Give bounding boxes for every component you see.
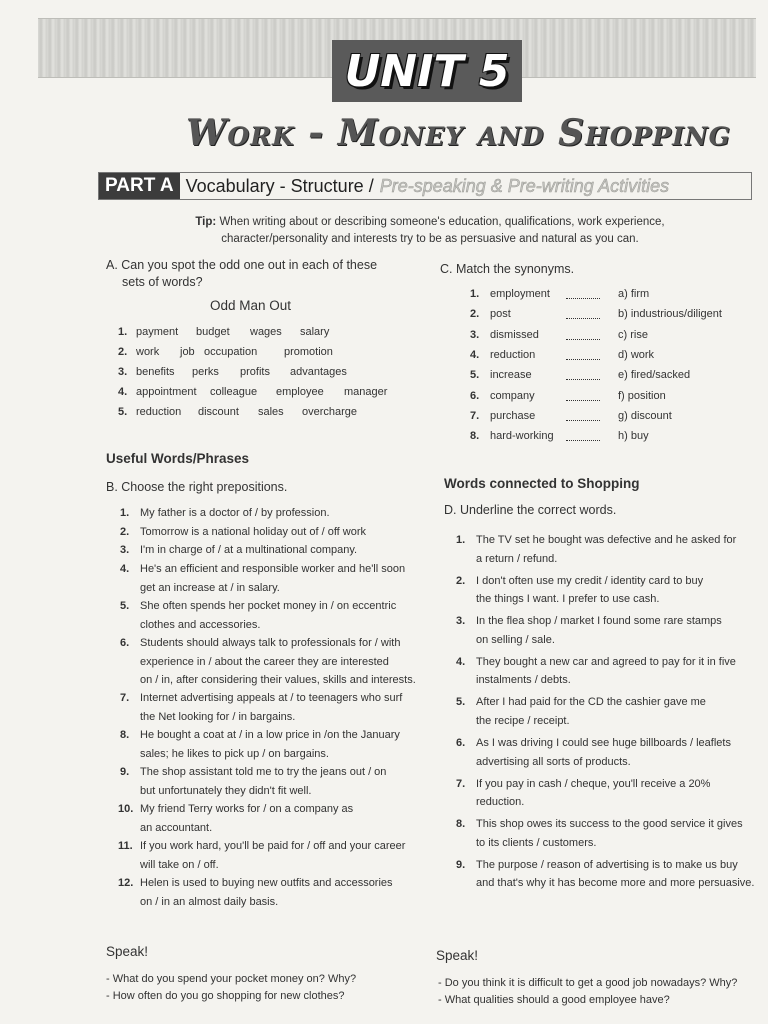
section-b-heading: B. Choose the right prepositions. (106, 480, 288, 494)
odd-word: salary (300, 326, 330, 338)
answer-blank (566, 371, 600, 380)
item-line: This shop owes its success to the good service it gives (476, 818, 743, 831)
item-line: instalments / debts. (476, 674, 571, 687)
item-number: 4. (456, 655, 466, 668)
exercise-item (120, 689, 450, 726)
item-number: 10. (118, 803, 134, 816)
tip-box (190, 214, 670, 248)
synonym-row (470, 430, 760, 448)
odd-word: appointment (136, 386, 197, 398)
item-line: As I was driving I could see huge billboards / leaflets (476, 737, 731, 749)
page-title: Work - Money and Shopping (186, 112, 731, 154)
synonym-option: f) position (618, 389, 666, 402)
odd-word: budget (196, 326, 230, 338)
item-line: I don't often use my credit / identity card to buy (476, 574, 704, 587)
row-number: 5. (470, 369, 480, 382)
exercise-item (456, 572, 768, 609)
odd-row (118, 366, 418, 382)
synonym-option: d) work (618, 348, 655, 361)
synonym-word: company (490, 389, 535, 402)
odd-word: job (180, 346, 195, 358)
synonym-option: e) fired/sacked (618, 369, 691, 382)
odd-word: payment (136, 326, 179, 338)
speak-left-question: - How often do you go shopping for new clothes? (106, 990, 345, 1002)
odd-word: occupation (204, 346, 258, 358)
item-line: clothes and accessories. (140, 618, 261, 631)
part-label: PART A (99, 173, 180, 199)
odd-word: sales (258, 406, 284, 418)
exercise-item (120, 726, 450, 763)
exercise-item (456, 612, 768, 649)
exercise-item (120, 560, 450, 597)
odd-word: discount (198, 406, 239, 418)
speak-right-question: - Do you think it is difficult to get a good job nowadays? Why? (438, 977, 738, 989)
exercise-item (456, 734, 768, 771)
item-line: My friend Terry works for / on a company as (140, 803, 354, 816)
item-number: 12. (118, 877, 134, 890)
exercise-item (120, 523, 450, 542)
answer-blank (566, 392, 600, 401)
row-number: 5. (118, 406, 128, 418)
exercise-item (118, 837, 450, 874)
item-number: 5. (120, 600, 130, 613)
item-number: 7. (456, 777, 466, 790)
item-line: get an increase at / in salary. (140, 581, 280, 594)
item-line: but unfortunately they didn't fit well. (140, 784, 312, 797)
row-number: 3. (118, 366, 128, 378)
exercise-item (456, 653, 768, 690)
exercise-item (120, 541, 450, 560)
item-number: 6. (120, 637, 130, 650)
odd-man-out-subheading: Odd Man Out (210, 298, 292, 313)
synonym-row (470, 410, 760, 428)
shopping-heading: Words connected to Shopping (444, 476, 640, 491)
odd-word: employee (276, 386, 324, 398)
odd-word: manager (344, 386, 388, 398)
synonym-row (470, 390, 760, 408)
item-number: 9. (456, 858, 466, 871)
item-line: The purpose / reason of advertising is to make us buy (476, 858, 738, 871)
row-number: 8. (470, 430, 480, 443)
synonym-word: employment (490, 288, 550, 300)
synonym-row (470, 329, 760, 347)
speak-left-question: - What do you spend your pocket money on? Why? (106, 973, 357, 985)
exercise-item (120, 597, 450, 634)
part-subtitle: Pre-speaking & Pre-writing Activities (379, 175, 670, 196)
row-number: 4. (118, 386, 128, 398)
answer-blank (566, 432, 600, 441)
synonym-word: purchase (490, 409, 536, 422)
item-line: If you pay in cash / cheque, you'll receive a 20% (476, 777, 711, 790)
item-line: She often spends her pocket money in / on eccentric (140, 600, 397, 613)
item-line: In the flea shop / market I found some rare stamps (476, 615, 722, 628)
item-line: Students should always talk to professionals for / with (140, 637, 401, 650)
item-line: Helen is used to buying new outfits and accessories (140, 877, 393, 890)
odd-row (118, 386, 418, 402)
item-line: will take on / off. (140, 858, 219, 871)
item-line: advertising all sorts of products. (476, 755, 631, 768)
item-number: 6. (456, 737, 466, 749)
item-line: If you work hard, you'll be paid for / off and your career (140, 840, 406, 853)
item-line: the things I want. I prefer to use cash. (476, 593, 660, 606)
unit-badge (332, 40, 522, 102)
synonym-row (470, 288, 760, 306)
tip-text: When writing about or describing someone's education, qualifications, work experience, character/personality and interests try to be as persuasive and natural as you can. (219, 216, 665, 245)
item-line: an accountant. (140, 821, 213, 834)
item-number: 5. (456, 696, 466, 709)
row-number: 7. (470, 409, 480, 422)
odd-word: wages (250, 326, 282, 338)
item-line: Tomorrow is a national holiday out of / off work (140, 525, 367, 538)
speak-left-heading: Speak! (106, 944, 149, 959)
item-line: Internet advertising appeals at / to teenagers who surf (140, 692, 403, 705)
item-number: 7. (120, 692, 130, 705)
section-a-heading-2: sets of words? (122, 275, 203, 289)
part-bar (98, 172, 752, 200)
synonym-option: b) industrious/diligent (618, 308, 722, 321)
item-number: 11. (118, 840, 133, 853)
synonym-row (470, 369, 760, 387)
exercise-item (456, 775, 768, 812)
odd-row (118, 326, 418, 342)
odd-word: advantages (290, 366, 347, 378)
synonym-word: post (490, 308, 511, 321)
synonym-option: h) buy (618, 430, 649, 443)
synonym-word: increase (490, 369, 532, 382)
answer-blank (566, 290, 600, 299)
odd-word: benefits (136, 366, 175, 378)
section-a-heading: A. Can you spot the odd one out in each of these (106, 258, 378, 272)
item-line: the Net looking for / in bargains. (140, 710, 296, 723)
item-number: 3. (456, 615, 466, 628)
row-number: 2. (118, 346, 128, 358)
synonym-word: dismissed (490, 328, 539, 341)
item-number: 2. (120, 525, 130, 538)
row-number: 2. (470, 308, 480, 321)
exercise-item (456, 693, 768, 730)
item-line: He's an efficient and responsible worker and he'll soon (140, 563, 406, 576)
item-line: He bought a coat at / in a low price in /on the January (140, 729, 400, 742)
exercise-item (456, 856, 768, 893)
exercise-item (120, 504, 450, 523)
speak-right-question: - What qualities should a good employee have? (438, 994, 670, 1006)
answer-blank (566, 412, 600, 421)
item-line: on / in, after considering their values, skills and interests. (140, 674, 416, 687)
item-number: 9. (120, 766, 130, 779)
item-number: 4. (120, 563, 130, 576)
exercise-item (456, 531, 768, 568)
section-c-heading: C. Match the synonyms. (440, 262, 575, 276)
odd-row (118, 406, 418, 422)
exercise-item (118, 874, 450, 911)
item-line: on / in an almost daily basis. (140, 895, 279, 908)
exercise-item (120, 763, 450, 800)
part-title: Vocabulary - Structure / (185, 175, 374, 196)
synonym-option: c) rise (618, 328, 648, 341)
tip-label: Tip: (195, 216, 217, 228)
exercise-item (456, 815, 768, 852)
row-number: 6. (470, 389, 480, 402)
row-number: 4. (470, 348, 480, 361)
synonym-row (470, 308, 760, 326)
row-number: 3. (470, 328, 480, 341)
answer-blank (566, 351, 600, 360)
synonym-option: a) firm (618, 288, 650, 300)
item-line: After I had paid for the CD the cashier gave me (476, 696, 706, 709)
synonym-option: g) discount (618, 409, 672, 422)
item-number: 1. (120, 507, 130, 519)
item-line: sales; he likes to pick up / on bargains. (140, 747, 329, 760)
odd-word: reduction (136, 406, 182, 418)
odd-word: promotion (284, 346, 333, 358)
odd-word: colleague (210, 386, 258, 398)
item-number: 1. (456, 534, 466, 546)
item-line: The shop assistant told me to try the jeans out / on (140, 766, 387, 779)
item-line: and that's why it has become more and more persuasive. (476, 877, 755, 890)
item-line: My father is a doctor of / by profession. (140, 507, 330, 519)
item-number: 8. (120, 729, 130, 742)
item-line: reduction. (476, 796, 525, 809)
item-number: 8. (456, 818, 466, 831)
speak-right-heading: Speak! (436, 948, 479, 963)
row-number: 1. (118, 326, 128, 338)
item-line: on selling / sale. (476, 633, 555, 646)
item-line: They bought a new car and agreed to pay for it in five (476, 655, 736, 668)
synonym-row (470, 349, 760, 367)
synonym-word: hard-working (490, 430, 554, 443)
odd-word: perks (192, 366, 219, 378)
item-number: 2. (456, 574, 466, 587)
odd-word: profits (240, 366, 270, 378)
row-number: 1. (470, 288, 480, 300)
answer-blank (566, 310, 600, 319)
item-line: a return / refund. (476, 552, 558, 565)
exercise-item (118, 800, 450, 837)
answer-blank (566, 331, 600, 340)
item-line: The TV set he bought was defective and he asked for (476, 534, 737, 546)
section-d-heading: D. Underline the correct words. (444, 503, 617, 517)
synonym-word: reduction (490, 348, 536, 361)
exercise-item (120, 634, 450, 690)
unit-title: UNIT 5 (344, 45, 510, 97)
odd-row (118, 346, 418, 362)
odd-word: overcharge (302, 406, 358, 418)
item-line: I'm in charge of / at a multinational company. (140, 544, 358, 557)
item-line: the recipe / receipt. (476, 714, 570, 727)
odd-word: work (136, 346, 160, 358)
item-line: to its clients / customers. (476, 836, 597, 849)
useful-heading: Useful Words/Phrases (106, 451, 250, 466)
item-number: 3. (120, 544, 130, 557)
item-line: experience in / about the career they are interested (140, 655, 389, 668)
